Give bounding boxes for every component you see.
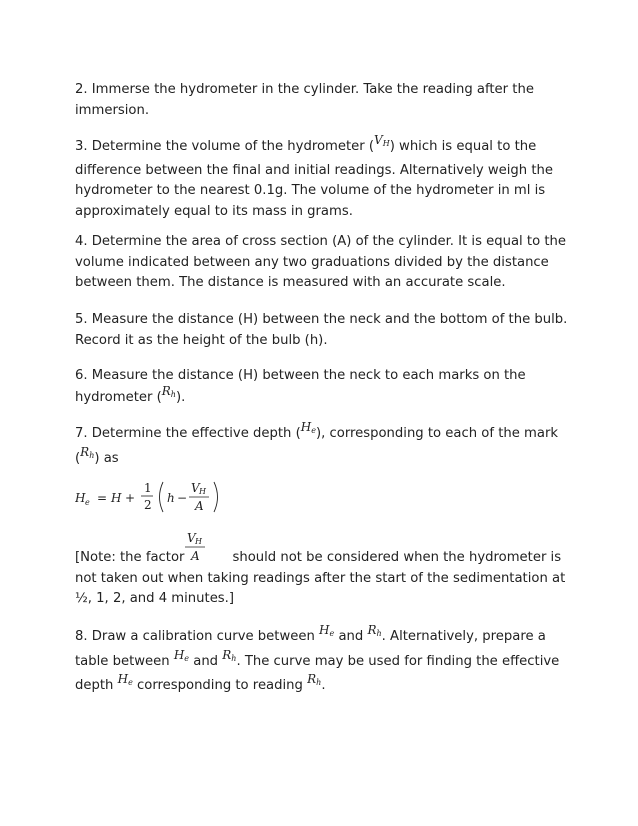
svg-text:h: h	[167, 491, 175, 505]
svg-text:H: H	[111, 491, 122, 505]
svg-text:A: A	[195, 499, 204, 513]
svg-text:H: H	[195, 537, 202, 546]
svg-text:H: H	[75, 491, 86, 505]
symbol-he: $H_e$	[117, 672, 133, 688]
symbol-vh: $V_H$	[374, 133, 390, 148]
symbol-he: $H_e$	[319, 623, 335, 638]
symbol-he: $H_e$	[300, 420, 316, 435]
step-8: 8. Draw a calibration curve between $H_e$ and $R_h$. Alternatively, prepare a table between $H_e$ and $R_h$. The curve may be used for finding the effective depth $H_e$ corresponding to reading $R_h$.	[75, 623, 560, 694]
svg-text:2: 2	[144, 498, 152, 512]
symbol-he: $H_e$	[173, 647, 190, 663]
symbol-rh: $R_h$	[161, 383, 176, 399]
symbol-rh: $R_h$	[307, 672, 322, 688]
step-2: 2. Immerse the hydrometer in the cylinder. Take the reading after the immersion.	[75, 82, 534, 118]
svg-text:=: =	[97, 491, 108, 505]
svg-text:+: +	[125, 491, 136, 505]
step-5: 5. Measure the distance (H) between the neck and the bottom of the bulb. Record it as the height of the bulb (h).	[75, 312, 568, 348]
svg-text:1: 1	[144, 481, 152, 495]
symbol-rh: $R_h$	[222, 647, 237, 663]
svg-text:A: A	[191, 549, 200, 563]
svg-text:V: V	[187, 531, 196, 545]
svg-text:V: V	[191, 481, 200, 495]
svg-text:H: H	[199, 487, 206, 496]
note: [Note: the factor should not be considered when the hydrometer is not taken out when taking readings after the start of the sedimentation at ½, 1, 2, and 4 minutes.]	[75, 550, 566, 607]
step-6: 6. Measure the distance (H) between the neck to each marks on the hydrometer $(R_h)$.	[75, 368, 526, 405]
svg-text:e: e	[85, 498, 90, 507]
symbol-rh: $R_h$	[80, 444, 95, 460]
symbol-rh: $R_h$	[367, 623, 382, 638]
step-4: 4. Determine the area of cross section (A) of the cylinder. It is equal to the volume indicated between any two graduations divided by the distance between them. The distance is measured with an accurate scale.	[75, 234, 566, 291]
svg-text:−: −	[177, 491, 188, 505]
effective-depth-formula	[75, 478, 275, 518]
step-7: 7. Determine the effective depth $(H_e)$, corresponding to each of the mark $(R_h)$ as	[75, 420, 559, 466]
step-3: 3. Determine the volume of the hydrometer $(V_H)$ which is equal to the difference between the final and initial readings. Alternatively weigh the hydrometer to the nearest 0.1g. The volume of the hydrometer in ml is approximately equal to its mass in grams.	[75, 133, 553, 219]
